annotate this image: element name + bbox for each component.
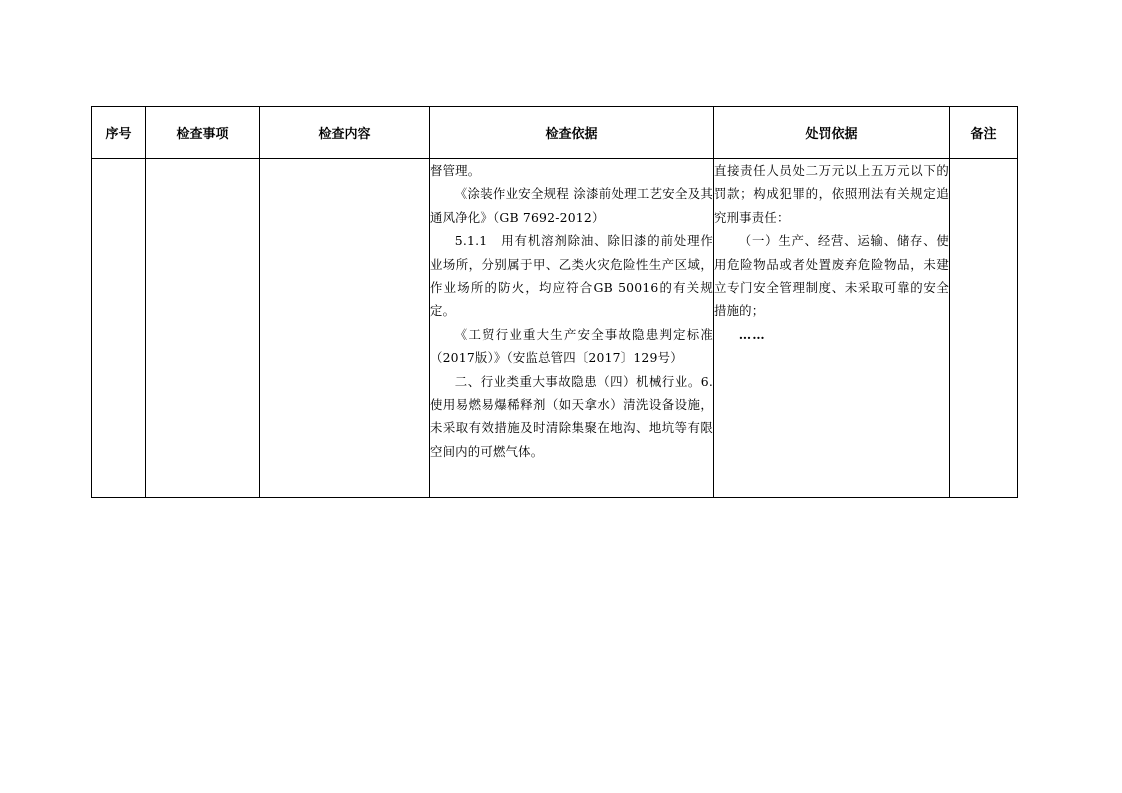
header-inspection-basis: 检查依据	[430, 107, 714, 159]
header-remarks: 备注	[950, 107, 1018, 159]
cell-remarks	[950, 159, 1018, 498]
penalty-paragraph: （一）生产、经营、运输、储存、使用危险物品或者处置废弃危险物品，未建立专门安全管理制度、未采取可靠的安全措施的；	[714, 233, 949, 319]
basis-paragraph: 二、行业类重大事故隐患（四）机械行业。6.使用易燃易爆稀释剂（如天拿水）清洗设备设施，未采取有效措施及时清除集聚在地沟、地坑等有限空间内的可燃气体。	[430, 373, 713, 459]
basis-paragraph: 《涂装作业安全规程 涂漆前处理工艺安全及其通风净化》（GB 7692-2012）	[430, 186, 713, 225]
inspection-table	[91, 106, 1018, 498]
cell-inspection-item	[146, 159, 260, 498]
basis-paragraph: 《工贸行业重大生产安全事故隐患判定标准（2017版）》（安监总管四〔2017〕129号）	[430, 326, 713, 366]
header-seq: 序号	[92, 107, 146, 159]
cell-inspection-content	[260, 159, 430, 498]
header-row	[92, 107, 1018, 159]
cell-penalty-basis	[714, 159, 950, 498]
penalty-ellipsis: ……	[738, 326, 766, 342]
basis-paragraph: 5.1.1 用有机溶剂除油、除旧漆的前处理作业场所，分别属于甲、乙类火灾危险性生产区域，作业场所的防火，均应符合GB 50016的有关规定。	[430, 233, 713, 319]
cell-inspection-basis	[430, 159, 714, 498]
penalty-paragraph: 直接责任人员处二万元以上五万元以下的罚款；构成犯罪的，依照刑法有关规定追究刑事责任：	[714, 163, 949, 225]
basis-paragraph: 督管理。	[430, 163, 481, 178]
cell-seq	[92, 159, 146, 498]
header-inspection-item: 检查事项	[146, 107, 260, 159]
table-row	[92, 159, 1018, 498]
header-inspection-content: 检查内容	[260, 107, 430, 159]
header-penalty-basis: 处罚依据	[714, 107, 950, 159]
